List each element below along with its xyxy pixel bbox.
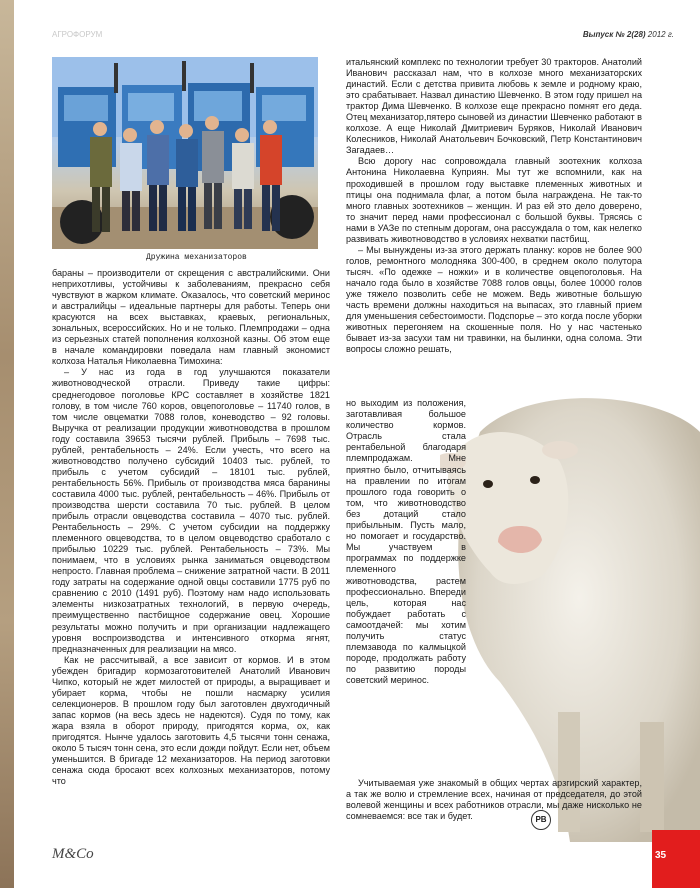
article-paragraph: – У нас из года в год улучшаются показатели животноводческой отрасли. Приведу такие цифры: среднегодовое поголовье КРС составляет в хозяйстве 1821 голову, в том числе 760 коров, овцепоголовье – 11740 голов, в том числе овцематки 7088 голов, коневодство – 92 головы. Выручка от реализации продукции животноводства в прошлом году составила 39653 тысячи рублей. Прибыль – 7698 тыс. рублей, рентабельность – 24%. Если учесть, что всего на животноводство получено субсидий 10403 тыс. рублей, то прибыль с учетом субсидий – 18101 тыс. рублей, рентабельность 56%. Прибыль от производства мяса баранины составила 4000 тыс. рублей, рентабельность – 46%. Прибыль от производства шерсти составила 70 тыс. рублей. В целом прибыль отрасли овцеводства составила – 4070 тыс. рублей. Рентабельность – 29%. С учетом субсидии на поддержку племенного овцеводства, то в целом овцеводство сработало с прибылью 10229 тыс. рублей. Рентабельность – 73%. Мы понимаем, что в условиях рынка заниматься овцеводством непросто. Главная проблема – снижение затратной части. В 2011 году затраты на содержание одной овцы составили 1775 руб по сравнению с 2010 (1491 руб). Поэтому нам надо использовать элементы низкозатратных технологий, в первую очередь, преимущественно пастбищное содержание овец. Хорошие результаты можно получить и при организации надлежащего уровня воспроизводства и интенсивного откорма ягнят, предназначенных для реализации на мясо.	[52, 367, 330, 654]
sheep-illustration	[440, 392, 700, 842]
advert-badge: РВ	[531, 810, 551, 830]
article-paragraph: Учитываемая уже знакомый в общих чертах арзгирский характер, а так же волю и стремление всех, начиная от председателя, до этой волевой женщины и всех работников отрасли, мы даже нисколько не сомневаемся: все так и будет.	[346, 778, 642, 822]
article-paragraph: Всю дорогу нас сопровождала главный зоотехник колхоза Антонина Николаевна Куприян. Мы тут же вспомнили, как на проходившей в прошлом году выставке племенных животных и птицы она поднимала флаг, а потом была награждена. Не так-то много главных зоотехников – женщин. И раз ей это дело доверено, то значит перед нами профессионал с большой буквы. Трясясь с нами в УАЗе по степным дорогам, она рассуждала о том, как нелегко развивать животноводство в условиях нехватки пастбищ.	[346, 156, 642, 244]
sheep-photo	[440, 392, 700, 842]
article-final-paragraph	[346, 778, 642, 822]
photo-caption: Дружина механизаторов	[146, 253, 247, 262]
article-column-left	[52, 268, 330, 787]
issue-year: 2012 г.	[645, 30, 674, 39]
footer-brand: АГРО	[590, 849, 615, 859]
publisher-logo: M&Co	[52, 846, 94, 862]
issue-number: Выпуск № 2(28)	[582, 30, 646, 39]
header-left: АГРОФОРУМ	[52, 30, 103, 39]
header-issue	[583, 30, 674, 39]
article-paragraph: Как не рассчитывай, а все зависит от кормов. И в этом убежден бригадир кормозаготовителей Анатолий Иванович Чипко, который не ждет милостей от природы, а выращивает и убирает корма, чтобы не пошли насмарку усилия селекционеров. В прошлом году был заготовлен двухгодичный запас кормов (на весь здесь не надеются). Судя по тому, как жара взяла в оборот природу, пригодятся корма, ох, как пригодятся. Нынче удалось заготовить 4,5 тысячи тонн сенажа, около 5 тысяч тонн сена, это если дожди пойдут. Если нет, объем уменьшится. В бригаде 12 механизаторов. На период заготовки сенажа сюда бросают всех колхозных механизаторов, потому что	[52, 654, 330, 787]
article-paragraph: – Мы вынуждены из-за этого держать планку: коров не более 900 голов, ремонтного молодняка 300-400, в среднем около полутора тысяч. «По одежке – ножки» и в количестве овцепоголовья. На начало года было в хозяйстве 7088 голов овцы, более 10000 голов уже тяжело позволить себе не можем. Ведь животные большую часть времени должны находиться на выпасах, это главный прием для уменьшения себестоимости. Подспорье – это когда после уборки животных перегоняем на скошенные поля. Но у нас частенько бывает из-за засухи там ни травинки, на былинки, одна солома. Эти вопросы сложно решать,	[346, 244, 642, 355]
neighbor-page-edge	[0, 0, 14, 888]
photo-illustration	[52, 57, 318, 249]
page-number: 35	[655, 850, 667, 861]
article-column-right	[346, 57, 642, 355]
article-paragraph: итальянский комплекс по технологии требует 30 тракторов. Анатолий Иванович рассказал нам, что в колхозе много механизаторских династий. Если с детства привита любовь к земле и родному краю, это срабатывает. Назвал династию Шевченко. В этом году пришел на трактор Дима Шевченко. В колхозе еще прекрасно помнят его деда. Отец механизатор,пятеро сыновей из династии Шевченко работают в колхозе. А еще Николай Дмитриевич Буряков, Николай Иванович Колесников, Николай Анатольевич Бочковский, Петр Константинович Загадаев…	[346, 57, 642, 156]
article-wrap-text: но выходим из положения, заготавливая большое количество кормов. Отрасль стала рентабельной благодаря племпродажам. Мне приятно было, отчитываясь на правлении по итогам прошлого года говорить о том, что животноводство без дотаций стало прибыльным. Пусть мало, но помогает и государство. Мы участвуем в программах по поддержке племенного животноводства, растем профессионально. Впереди цель, которая нас побуждает работать с самоотдачей: мы хотим получить статус племзавода по калмыцкой породе, продолжать работу по развитию породы советский меринос.	[346, 398, 466, 686]
article-paragraph: бараны – производители от скрещения с австралийскими. Они неприхотливы, устойчивы к заболеваниям, прекрасно себя чувствуют в жарком климате. Оказалось, что советский меринос и австралийцы – идеальные партнеры для работы. Теперь они красуются на всех выставках, краевых, региональных, зональных, всероссийских. Но и не только. Племпродажи – одна из серьезных статей пополнения колхозной казны. Об этом еще в начале командировки поведала нам главный экономист колхоза Наталья Николаевна Тимохина:	[52, 268, 330, 367]
mechanizers-photo	[52, 57, 318, 249]
